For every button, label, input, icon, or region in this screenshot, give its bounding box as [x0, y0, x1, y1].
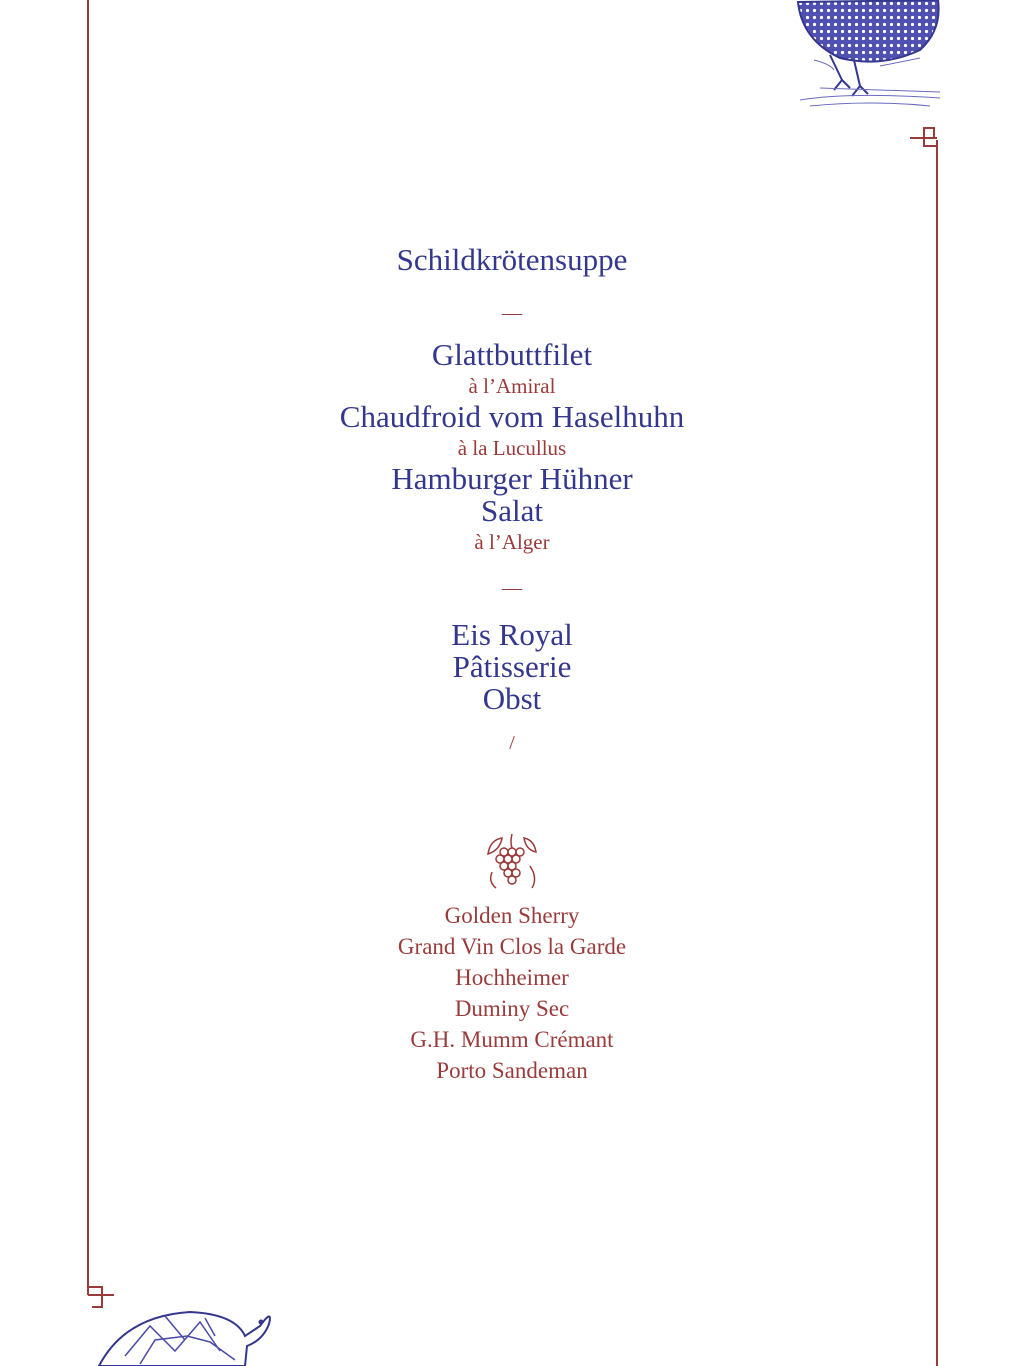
wine-item: G.H. Mumm Crémant: [410, 1027, 614, 1052]
grape-vine-icon: [480, 832, 544, 894]
dish-salad-style: à l’Alger: [474, 530, 550, 554]
separator-3: [0, 733, 1024, 753]
dessert-ice: Eis Royal: [451, 617, 573, 652]
separator-1: [0, 303, 1024, 323]
separator-slash: /: [509, 732, 515, 754]
dish-soup: Schildkrötensuppe: [396, 242, 628, 277]
dish-salad: Salat: [481, 493, 543, 528]
menu-course-1: [0, 244, 1024, 276]
separator-2: [0, 578, 1024, 598]
dessert-pastry: Pâtisserie: [452, 649, 572, 684]
dish-hazel-grouse-style: à la Lucullus: [457, 436, 567, 460]
dish-chicken: Hamburger Hühner: [391, 461, 633, 496]
dish-turbot-style: à l’Amiral: [468, 374, 556, 398]
wine-item: Golden Sherry: [444, 903, 580, 928]
dish-turbot: Glattbuttfilet: [431, 337, 593, 372]
wine-list: [0, 900, 1024, 1086]
turtle-illustration: [95, 1296, 275, 1366]
wine-item: Porto Sandeman: [436, 1058, 588, 1083]
wine-item: Duminy Sec: [454, 996, 570, 1021]
separator-dash: —: [502, 577, 522, 599]
wine-item: Grand Vin Clos la Garde: [397, 934, 627, 959]
menu-course-2: [0, 339, 1024, 557]
dessert-fruit: Obst: [482, 681, 542, 716]
separator-dash: —: [502, 302, 522, 324]
frame-right-line: [936, 140, 938, 1366]
dish-hazel-grouse: Chaudfroid vom Haselhuhn: [339, 399, 685, 434]
wine-item: Hochheimer: [455, 965, 569, 990]
frame-corner-ornament-top-right: [906, 124, 942, 154]
menu-course-3: [0, 619, 1024, 715]
guinea-fowl-illustration: [790, 0, 950, 115]
